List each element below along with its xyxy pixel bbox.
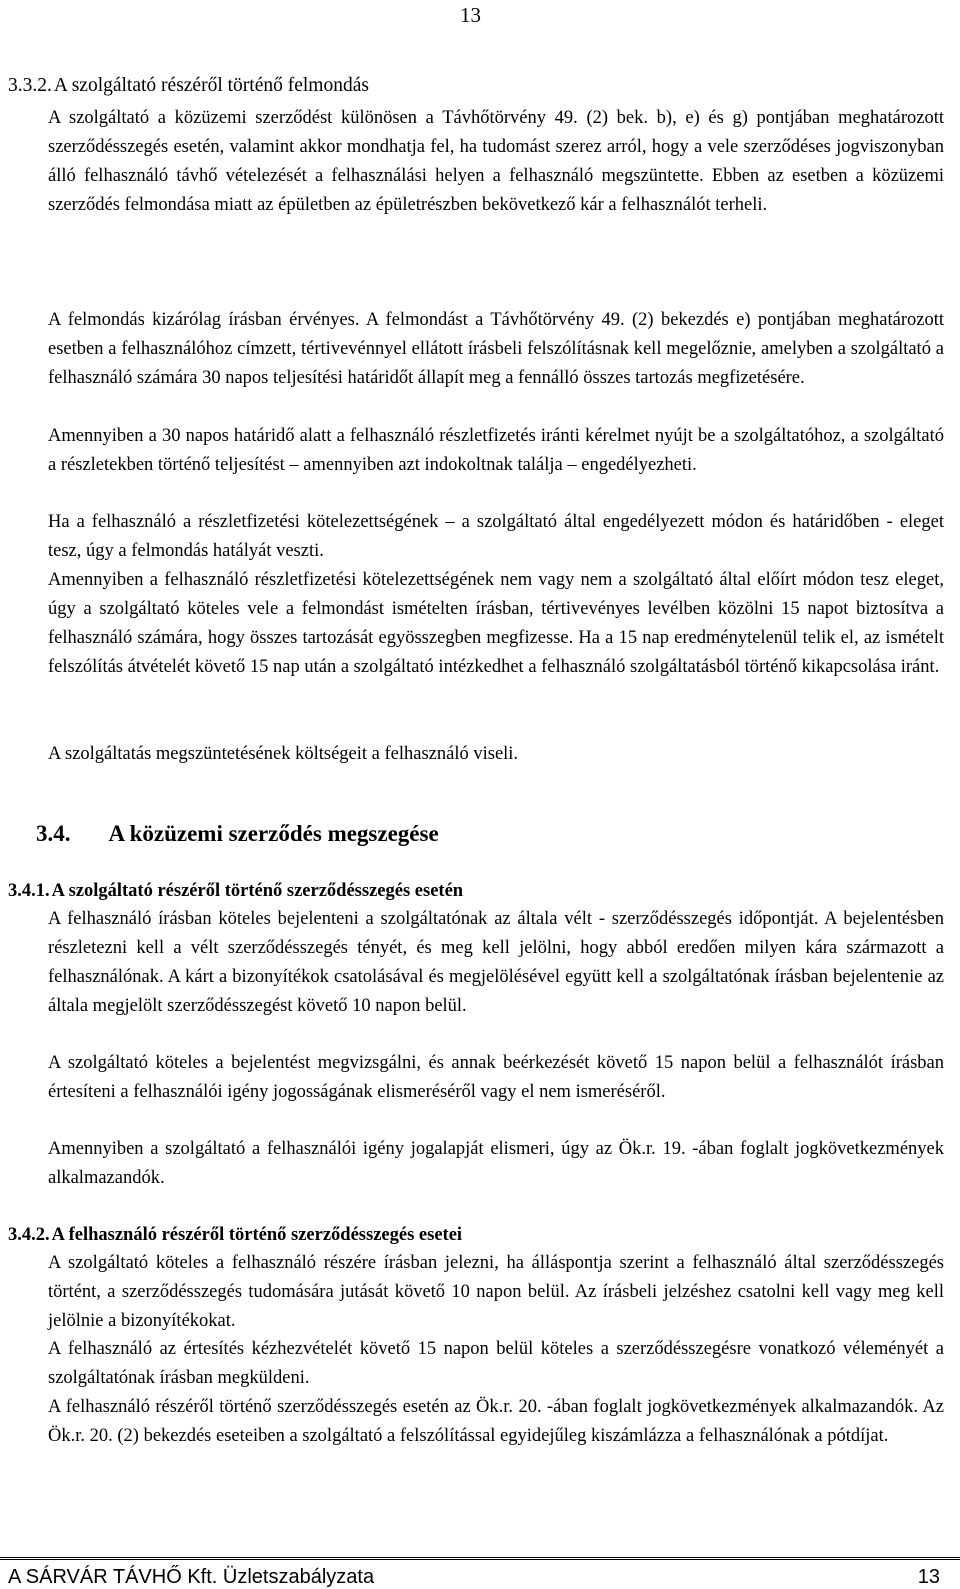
- paragraph: A felmondás kizárólag írásban érvényes. A felmondást a Távhőtörvény 49. (2) bekezdés e) pontjában meghatározott esetben a felhasználóhoz címzett, tértivevénnyel ellátott írásbeli felszólításnak kell megelőznie, amelyben a szolgáltató a felhasználó számára 30 napos teljesítési határidőt állapít meg a fennálló összes tartozás megfizetésére.: [48, 310, 944, 388]
- paragraph: Amennyiben a 30 napos határidő alatt a felhasználó részletfizetés iránti kérelmet nyújt be a szolgáltatóhoz, a szolgáltató a részletekben történő teljesítést – amennyiben azt indokoltnak találja – engedélyezheti.: [48, 426, 944, 475]
- section-title: A felhasználó részéről történő szerződésszegés esetei: [51, 1225, 463, 1245]
- section-heading-3-3-2: [8, 74, 369, 98]
- paragraph: A felhasználó írásban köteles bejelenteni a szolgáltatónak az általa vélt - szerződésszegés időpontját. A bejelentésben részletezni kell a vélt szerződésszegés tényét, és meg kell jelölni, hogy abból eredően milyen kára származott a felhasználónak. A kárt a bizonyítékok csatolásával és megjelölésével együtt kell a szolgáltatónak írásban bejelentenie az általa megjelölt szerződésszegést követő 10 napon belül.: [48, 909, 944, 1016]
- section-number: 3.4.: [36, 821, 71, 846]
- section-title: A szolgáltató részéről történő felmondás: [53, 75, 369, 96]
- paragraph: Ha a felhasználó a részletfizetési kötelezettségének – a szolgáltató által engedélyezett módon és határidőben - eleget tesz, úgy a felmondás hatályát veszti.: [48, 512, 944, 561]
- section-number: 3.4.2.: [8, 1225, 50, 1245]
- section-number: 3.3.2.: [8, 75, 52, 96]
- paragraph: A szolgáltatás megszüntetésének költségeit a felhasználó viseli.: [48, 744, 519, 764]
- page-number: 13: [460, 3, 481, 27]
- paragraph: A felhasználó az értesítés kézhezvételét követő 15 napon belül köteles a szerződésszegésre vonatkozó véleményét a szolgáltatónak írásban megküldeni.: [48, 1339, 944, 1388]
- footer-divider: [0, 1557, 960, 1563]
- footer-page-number: 13: [917, 1566, 940, 1588]
- section-heading-3-4-2: [8, 1223, 462, 1247]
- section-number: 3.4.1.: [8, 881, 50, 901]
- paragraph: Amennyiben a felhasználó részletfizetési kötelezettségének nem vagy nem a szolgáltató által előírt módon tesz eleget, úgy a szolgáltató köteles vele a felmondást ismételten írásban, tértivevényes levélben közölni 15 napot biztosítva a felhasználó számára, hogy összes tartozását egyösszegben megfizesse. Ha a 15 nap eredménytelenül telik el, az ismételt felszólítás átvételét követő 15 nap után a szolgáltató intézkedhet a felhasználó szolgáltatásból történő kikapcsolása iránt.: [48, 570, 944, 677]
- footer-title: A SÁRVÁR TÁVHŐ Kft. Üzletszabályzata: [8, 1566, 375, 1588]
- section-title: A szolgáltató részéről történő szerződésszegés esetén: [51, 881, 464, 901]
- paragraph: A szolgáltató köteles a bejelentést megvizsgálni, és annak beérkezését követő 15 napon belül a felhasználót írásban értesíteni a felhasználói igény jogosságának elismeréséről vagy el nem ismeréséről.: [48, 1053, 944, 1102]
- section-heading-3-4-1: [8, 879, 463, 903]
- section-heading-3-4: [36, 820, 439, 848]
- paragraph: A szolgáltató köteles a felhasználó részére írásban jelezni, ha álláspontja szerint a felhasználó által szerződésszegés történt, a szerződésszegés tudomására jutását követő 10 napon belül. Az írásbeli jelzéshez csatolni kell vagy meg kell jelölnie a bizonyítékokat.: [48, 1253, 944, 1331]
- paragraph: A szolgáltató a közüzemi szerződést különösen a Távhőtörvény 49. (2) bek. b), e) és g) pontjában meghatározott szerződésszegés esetén, valamint akkor mondhatja fel, ha tudomást szerez arról, hogy a vele szerződéses jogviszonyban álló felhasználó távhő vételezését a felhasználási helyen a felhasználó megszüntette. Ebben az esetben a közüzemi szerződés felmondása miatt az épületben az épületrészben bekövetkező kár a felhasználót terheli.: [48, 108, 944, 215]
- paragraph: Amennyiben a szolgáltató a felhasználói igény jogalapját elismeri, úgy az Ök.r. 19. -ában foglalt jogkövetkezmények alkalmazandók.: [48, 1139, 944, 1188]
- section-title: A közüzemi szerződés megszegése: [108, 821, 439, 846]
- paragraph: A felhasználó részéről történő szerződésszegés esetén az Ök.r. 20. -ában foglalt jogkövetkezmények alkalmazandók. Az Ök.r. 20. (2) bekezdés eseteiben a szolgáltató a felszólítással egyidejűleg kiszámlázza a felhasználónak a pótdíjat.: [48, 1397, 944, 1446]
